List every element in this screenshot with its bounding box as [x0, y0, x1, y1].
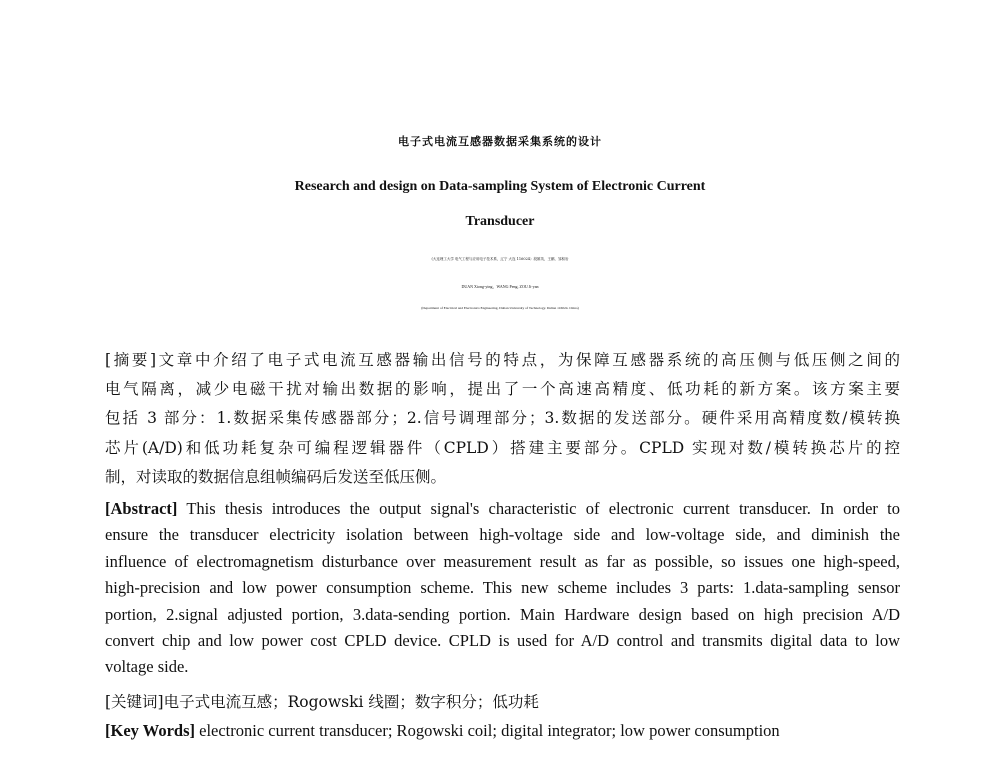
affiliation-english: (Department of Electrical and Electronics Engineering, Dalian University of Technology. Dalian 116024. China)	[421, 306, 579, 310]
abstract-english	[105, 496, 900, 681]
abstract-en-line-3: influence of electromagnetism disturbance over measurement result as far as possible, so issues one high-speed,	[105, 551, 900, 571]
keywords-english	[105, 720, 900, 742]
authors-english: DUAN Xiong-ying，WANG Peng, ZOU Ji-yan	[461, 284, 539, 289]
keywords-zh-line	[105, 692, 900, 712]
abstract-en-line-1	[105, 496, 900, 522]
abstract-en-line-7: voltage side.	[105, 657, 189, 677]
abstract-en-line-2: ensure the transducer electricity isolation between high-voltage side and low-voltage side, and diminish the	[105, 525, 900, 545]
abstract-en-line-5: portion, 2.signal adjusted portion, 3.data-sending portion. Main Hardware design based on high precision A/D	[105, 604, 900, 624]
title-english-line-1: Research and design on Data-sampling System of Electronic Current	[294, 179, 706, 194]
abstract-en-label: [Abstract]	[105, 499, 178, 518]
keywords-zh-text: 电子式电流互感；Rogowski 线圈；数字积分；低功耗	[163, 693, 539, 711]
keywords-en-line	[105, 720, 900, 742]
abstract-zh-line-2: 电气隔离，减少电磁干扰对输出数据的影响，提出了一个高速高精度、低功耗的新方案。该方案主要	[105, 380, 900, 399]
abstract-en-text: This thesis introduces the output signal's characteristic of electronic current transducer. In order to	[177, 499, 900, 518]
abstract-zh-line-5: 制，对读取的数据信息组帧编码后发送至低压侧。	[105, 467, 447, 486]
keywords-chinese	[105, 692, 900, 712]
abstract-chinese	[105, 346, 900, 492]
abstract-en-line-4: high-precision and low power consumption scheme. This new scheme includes 3 parts: 1.data-sampling sensor	[105, 578, 900, 598]
keywords-en-text: electronic current transducer; Rogowski coil; digital integrator; low power consumption	[195, 721, 780, 740]
title-chinese: 电子式电流互感器数据采集系统的设计	[398, 135, 602, 148]
title-english-line-2: Transducer	[465, 214, 535, 229]
abstract-zh-line-1	[105, 346, 900, 375]
keywords-zh-label: [关键词]	[105, 693, 164, 711]
abstract-en-line-6: convert chip and low power cost CPLD device. CPLD is used for A/D control and transmits digital data to low	[105, 631, 900, 651]
keywords-en-label: [Key Words]	[105, 721, 195, 740]
abstract-zh-line-4: 芯片(A/D)和低功耗复杂可编程逻辑器件（CPLD）搭建主要部分。CPLD 实现对数/模转换芯片的控	[105, 438, 900, 457]
abstract-zh-line-3: 包括 3 部分：1.数据采集传感器部分；2.信号调理部分；3.数据的发送部分。硬件采用高精度数/模转换	[105, 409, 900, 428]
affiliation-chinese: (大连理工大学 电气工程与应用电子技术系，辽宁 大连 116024）段雄英，王鹏，邹积岩	[431, 257, 569, 261]
abstract-zh-label: [摘要]	[105, 351, 157, 369]
abstract-zh-text: 文章中介绍了电子式电流互感器输出信号的特点，为保障互感器系统的高压侧与低压侧之间的	[156, 351, 900, 369]
